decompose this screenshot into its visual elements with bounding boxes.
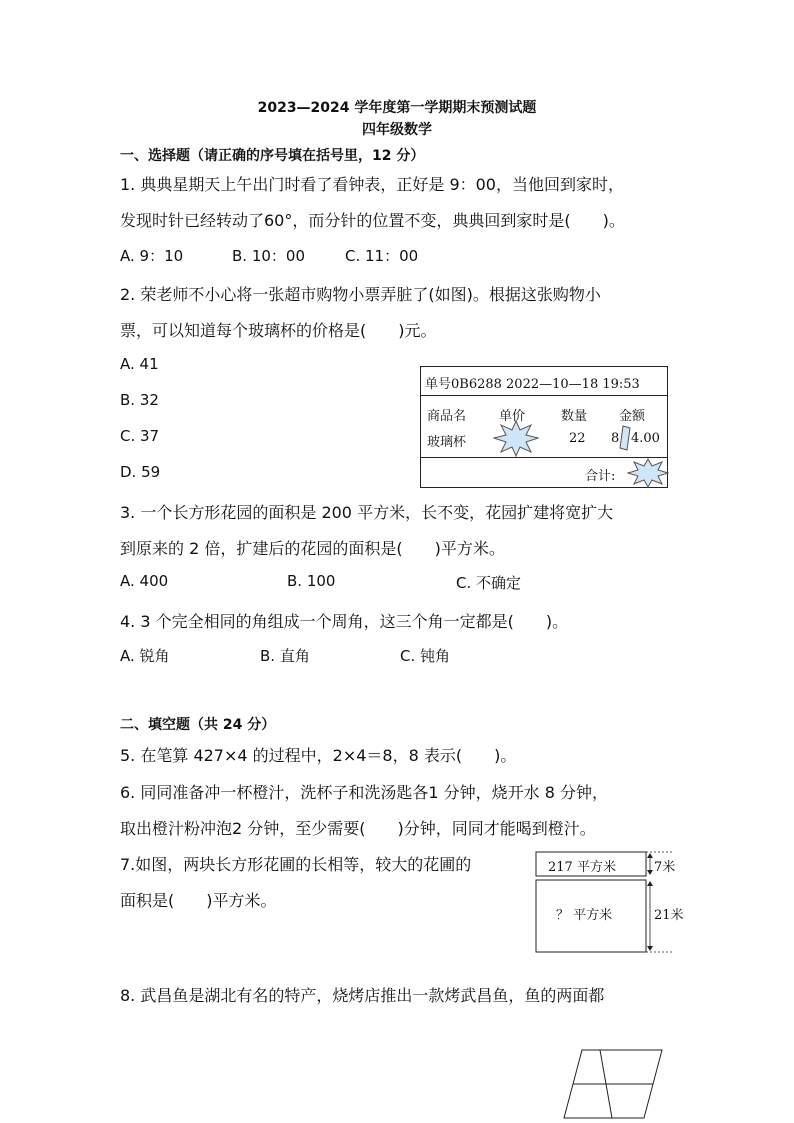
question-7-line-1: 7.如图，两块长方形花圃的长相等，较大的花圃的 [120,855,472,874]
small-garden-width-label: 7米 [654,860,676,875]
stain-price [493,419,539,457]
question-2-line-1: 2. 荣老师不小心将一张超市购物小票弄脏了(如图)。根据这张购物小 [120,285,601,304]
receipt-col-qty: 数量 [561,409,588,424]
question-3-option-a: A. 400 [120,572,169,590]
question-4-option-b: B. 直角 [260,647,310,665]
question-2-option-b: B. 32 [120,391,159,409]
receipt-amount-right: 4.00 [631,431,660,446]
receipt-col-price: 单价 [499,409,526,424]
question-6-line-2: 取出橙汁粉冲泡2 分钟，至少需要( )分钟，同同才能喝到橙汁。 [120,819,596,838]
question-6-line-1: 6. 同同准备冲一杯橙汁，洗杯子和洗汤匙各1 分钟，烧开水 8 分钟， [120,783,608,802]
question-2-option-d: D. 59 [120,463,161,481]
question-4-option-a: A. 锐角 [120,647,170,665]
big-garden-width-label: 21米 [654,908,684,923]
garden-diagram [534,850,684,954]
receipt-item-name: 玻璃杯 [427,435,467,450]
receipt-amount-left: 8 [611,431,620,446]
question-1-line-1: 1. 典典星期天上午出门时看了看钟表，正好是 9：00，当他回到家时， [120,175,624,194]
question-7-line-2: 面积是( )平方米。 [120,891,277,910]
question-4-option-c: C. 钝角 [400,647,451,665]
question-4-line-1: 4. 3 个完全相同的角组成一个周角，这三个角一定都是( )。 [120,612,569,631]
question-3-option-b: B. 100 [287,572,336,590]
question-3-line-2: 到原来的 2 倍，扩建后的花园的面积是( )平方米。 [120,539,505,558]
receipt-total-label: 合计: [585,469,616,484]
receipt-header: 单号0B6288 2022—10—18 19:53 [425,377,640,392]
question-1-option-c: C. 11：00 [345,247,419,265]
stain-total [627,458,669,488]
question-2-line-2: 票，可以知道每个玻璃杯的价格是( )元。 [120,321,437,340]
receipt-divider [421,395,667,396]
receipt-col-name: 商品名 [427,409,467,424]
page-title: 2023—2024 学年度第一学期期末预测试题 [257,100,537,116]
small-garden-area-label: 217 平方米 [548,860,616,875]
question-8-line-1: 8. 武昌鱼是湖北有名的特产，烧烤店推出一款烤武昌鱼，鱼的两面都 [120,986,605,1005]
question-2-option-c: C. 37 [120,427,160,445]
question-3-line-1: 3. 一个长方形花园的面积是 200 平方米，长不变，花园扩建将宽扩大 [120,503,614,522]
question-1-line-2: 发现时针已经转动了60°，而分针的位置不变，典典回到家时是( )。 [120,211,625,230]
question-1-option-a: A. 9：10 [120,247,184,265]
receipt-item-qty: 22 [569,431,586,446]
receipt-col-amount: 金额 [619,409,646,424]
section-heading-fill: 二、填空题（共 24 分） [120,717,276,733]
question-3-option-c: C. 不确定 [456,574,522,592]
stain-amount [619,425,631,451]
question-1-option-b: B. 10：00 [232,247,306,265]
receipt-figure [420,366,668,488]
page-subtitle: 四年级数学 [362,122,432,138]
question-5-line-1: 5. 在笔算 427×4 的过程中，2×4＝8，8 表示( )。 [120,746,517,765]
big-garden-area-label: ？ 平方米 [556,908,613,923]
question-2-option-a: A. 41 [120,355,159,373]
fish-grill-figure [560,1048,666,1120]
section-heading-choice: 一、选择题（请正确的序号填在括号里，12 分） [120,148,425,164]
